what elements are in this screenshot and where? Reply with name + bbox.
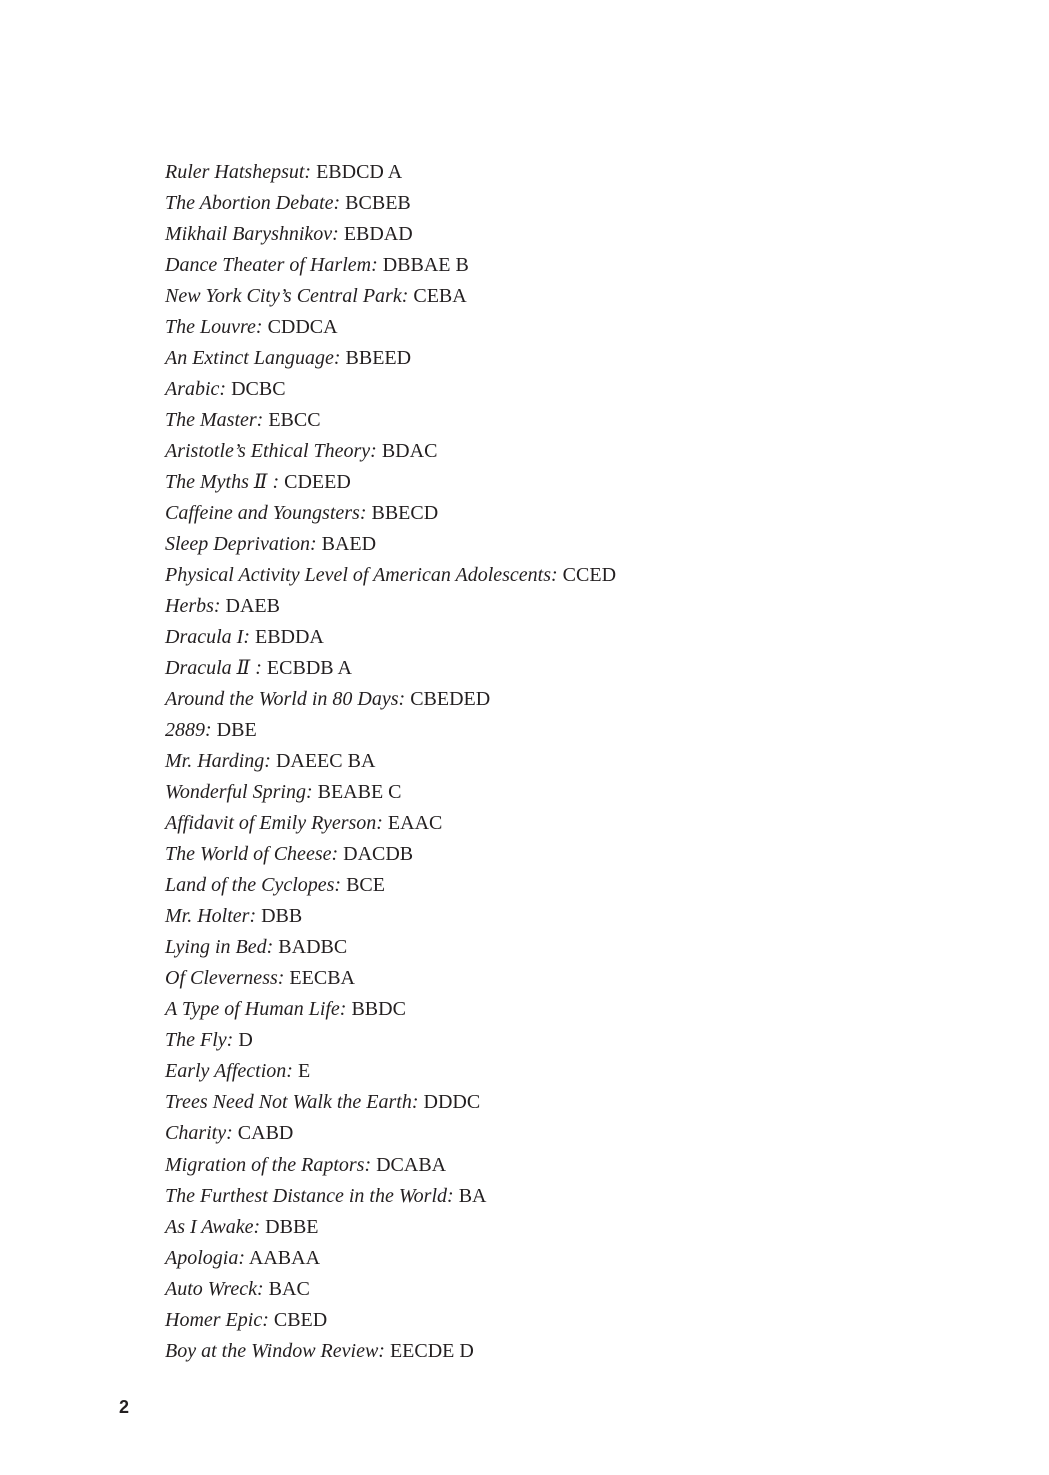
answer-letters: BADBC (278, 936, 348, 959)
answer-letters: EBCC (268, 409, 321, 432)
answer-letters: EECDE D (389, 1339, 474, 1362)
answer-letters: BBEED (345, 347, 412, 370)
answer-row (165, 839, 616, 870)
answer-letters: BCE (346, 874, 385, 897)
answer-row (165, 1087, 616, 1118)
passage-title: Dracula I: (165, 626, 250, 649)
passage-title: The Fly: (165, 1029, 234, 1052)
answer-letters: DBB (261, 905, 303, 928)
answer-letters: EBDCD A (316, 161, 403, 183)
passage-title: Boy at the Window Review: (165, 1339, 385, 1362)
answer-letters: AABAA (248, 1246, 321, 1269)
answer-letters: D (238, 1029, 253, 1052)
answer-row (165, 1212, 616, 1243)
passage-title: Arabic: (165, 378, 227, 401)
answer-row (165, 1118, 616, 1149)
answer-letters: BDAC (381, 440, 438, 463)
answer-row (165, 405, 616, 436)
passage-title: Apologia: (165, 1246, 245, 1269)
answer-letters: ECBDB A (266, 657, 352, 680)
passage-title: Homer Epic: (165, 1308, 269, 1331)
answer-row (165, 591, 616, 622)
passage-title: Charity: (165, 1122, 233, 1145)
answer-letters: DAEEC BA (275, 750, 376, 773)
passage-title: Affidavit of Emily Ryerson: (165, 812, 383, 835)
page-number: 2 (119, 1397, 130, 1417)
answer-row (165, 560, 616, 591)
answer-letters: BBDC (351, 998, 406, 1021)
answer-row (165, 1150, 616, 1181)
answer-key-list (165, 157, 616, 1367)
answer-row (165, 622, 616, 653)
passage-title: Early Affection: (165, 1060, 293, 1083)
passage-title: Trees Need Not Walk the Earth: (165, 1091, 419, 1114)
answer-row (165, 715, 616, 746)
answer-row (165, 436, 616, 467)
answer-row (165, 281, 616, 312)
answer-letters: BCBEB (345, 192, 411, 215)
answer-row (165, 1181, 616, 1212)
answer-row (165, 777, 616, 808)
answer-row (165, 467, 616, 498)
passage-title: Mr. Holter: (165, 905, 257, 928)
answer-row (165, 219, 616, 250)
answer-row (165, 932, 616, 963)
passage-title: New York City’s Central Park: (165, 285, 409, 308)
passage-title: Aristotle’s Ethical Theory: (165, 440, 377, 463)
answer-letters: DAEB (225, 595, 280, 618)
answer-row (165, 343, 616, 374)
passage-title: Dracula Ⅱ : (165, 657, 262, 680)
passage-title: Mr. Harding: (165, 750, 271, 773)
passage-title: Wonderful Spring: (165, 781, 313, 804)
answer-letters: E (297, 1060, 311, 1083)
answer-row (165, 870, 616, 901)
answer-letters: DCABA (376, 1153, 447, 1176)
answer-row (165, 994, 616, 1025)
answer-row (165, 250, 616, 281)
answer-row (165, 1025, 616, 1056)
answer-row (165, 529, 616, 560)
passage-title: Lying in Bed: (165, 936, 274, 959)
passage-title: The Louvre: (165, 316, 263, 339)
answer-letters: EAAC (387, 812, 443, 835)
passage-title: The Furthest Distance in the World: (165, 1184, 454, 1207)
answer-letters: BEABE C (317, 781, 402, 804)
passage-title: The World of Cheese: (165, 843, 339, 866)
answer-letters: DDDC (423, 1091, 481, 1114)
answer-row (165, 312, 616, 343)
answer-row (165, 808, 616, 839)
answer-letters: CCED (562, 564, 617, 587)
passage-title: Auto Wreck: (165, 1277, 264, 1300)
answer-row (165, 157, 616, 188)
answer-row (165, 498, 616, 529)
answer-letters: DBBE (265, 1215, 319, 1238)
answer-letters: BAC (268, 1277, 310, 1300)
answer-letters: BAED (321, 533, 377, 556)
answer-letters: CDEED (284, 471, 351, 494)
answer-row (165, 684, 616, 715)
answer-row (165, 1305, 616, 1336)
passage-title: Herbs: (165, 595, 221, 618)
passage-title: Land of the Cyclopes: (165, 874, 342, 897)
answer-letters: DBE (216, 719, 257, 742)
answer-letters: CABD (237, 1122, 294, 1145)
answer-letters: EBDDA (254, 626, 324, 649)
answer-row (165, 1336, 616, 1367)
answer-letters: CEBA (413, 285, 467, 308)
answer-row (165, 963, 616, 994)
passage-title: As I Awake: (165, 1215, 261, 1238)
answer-letters: CBED (273, 1308, 328, 1331)
answer-letters: DBBAE B (382, 254, 469, 277)
passage-title: The Master: (165, 409, 264, 432)
passage-title: Sleep Deprivation: (165, 533, 317, 556)
answer-row (165, 188, 616, 219)
answer-letters: BBECD (371, 502, 439, 525)
passage-title: Physical Activity Level of American Adolescents: (165, 564, 558, 587)
passage-title: Caffeine and Youngsters: (165, 502, 367, 525)
passage-title: Mikhail Baryshnikov: (165, 223, 339, 246)
answer-row (165, 746, 616, 777)
passage-title: The Abortion Debate: (165, 192, 341, 215)
answer-row (165, 653, 616, 684)
answer-letters: CDDCA (267, 316, 338, 339)
answer-letters: EBDAD (343, 223, 413, 246)
passage-title: 2889: (165, 719, 212, 742)
answer-letters: CBEDED (410, 688, 491, 711)
answer-row (165, 374, 616, 405)
answer-row (165, 901, 616, 932)
passage-title: Around the World in 80 Days: (165, 688, 406, 711)
passage-title: The Myths Ⅱ : (165, 471, 280, 494)
answer-letters: EECBA (289, 967, 355, 990)
answer-row (165, 1274, 616, 1305)
answer-letters: BA (458, 1184, 487, 1207)
answer-letters: DCBC (231, 378, 286, 401)
answer-row (165, 1243, 616, 1274)
passage-title: Ruler Hatshepsut: (165, 161, 312, 183)
passage-title: A Type of Human Life: (165, 998, 347, 1021)
passage-title: Dance Theater of Harlem: (165, 254, 378, 277)
answer-letters: DACDB (343, 843, 414, 866)
passage-title: Of Cleverness: (165, 967, 285, 990)
answer-row (165, 1056, 616, 1087)
passage-title: An Extinct Language: (165, 347, 341, 370)
passage-title: Migration of the Raptors: (165, 1153, 372, 1176)
